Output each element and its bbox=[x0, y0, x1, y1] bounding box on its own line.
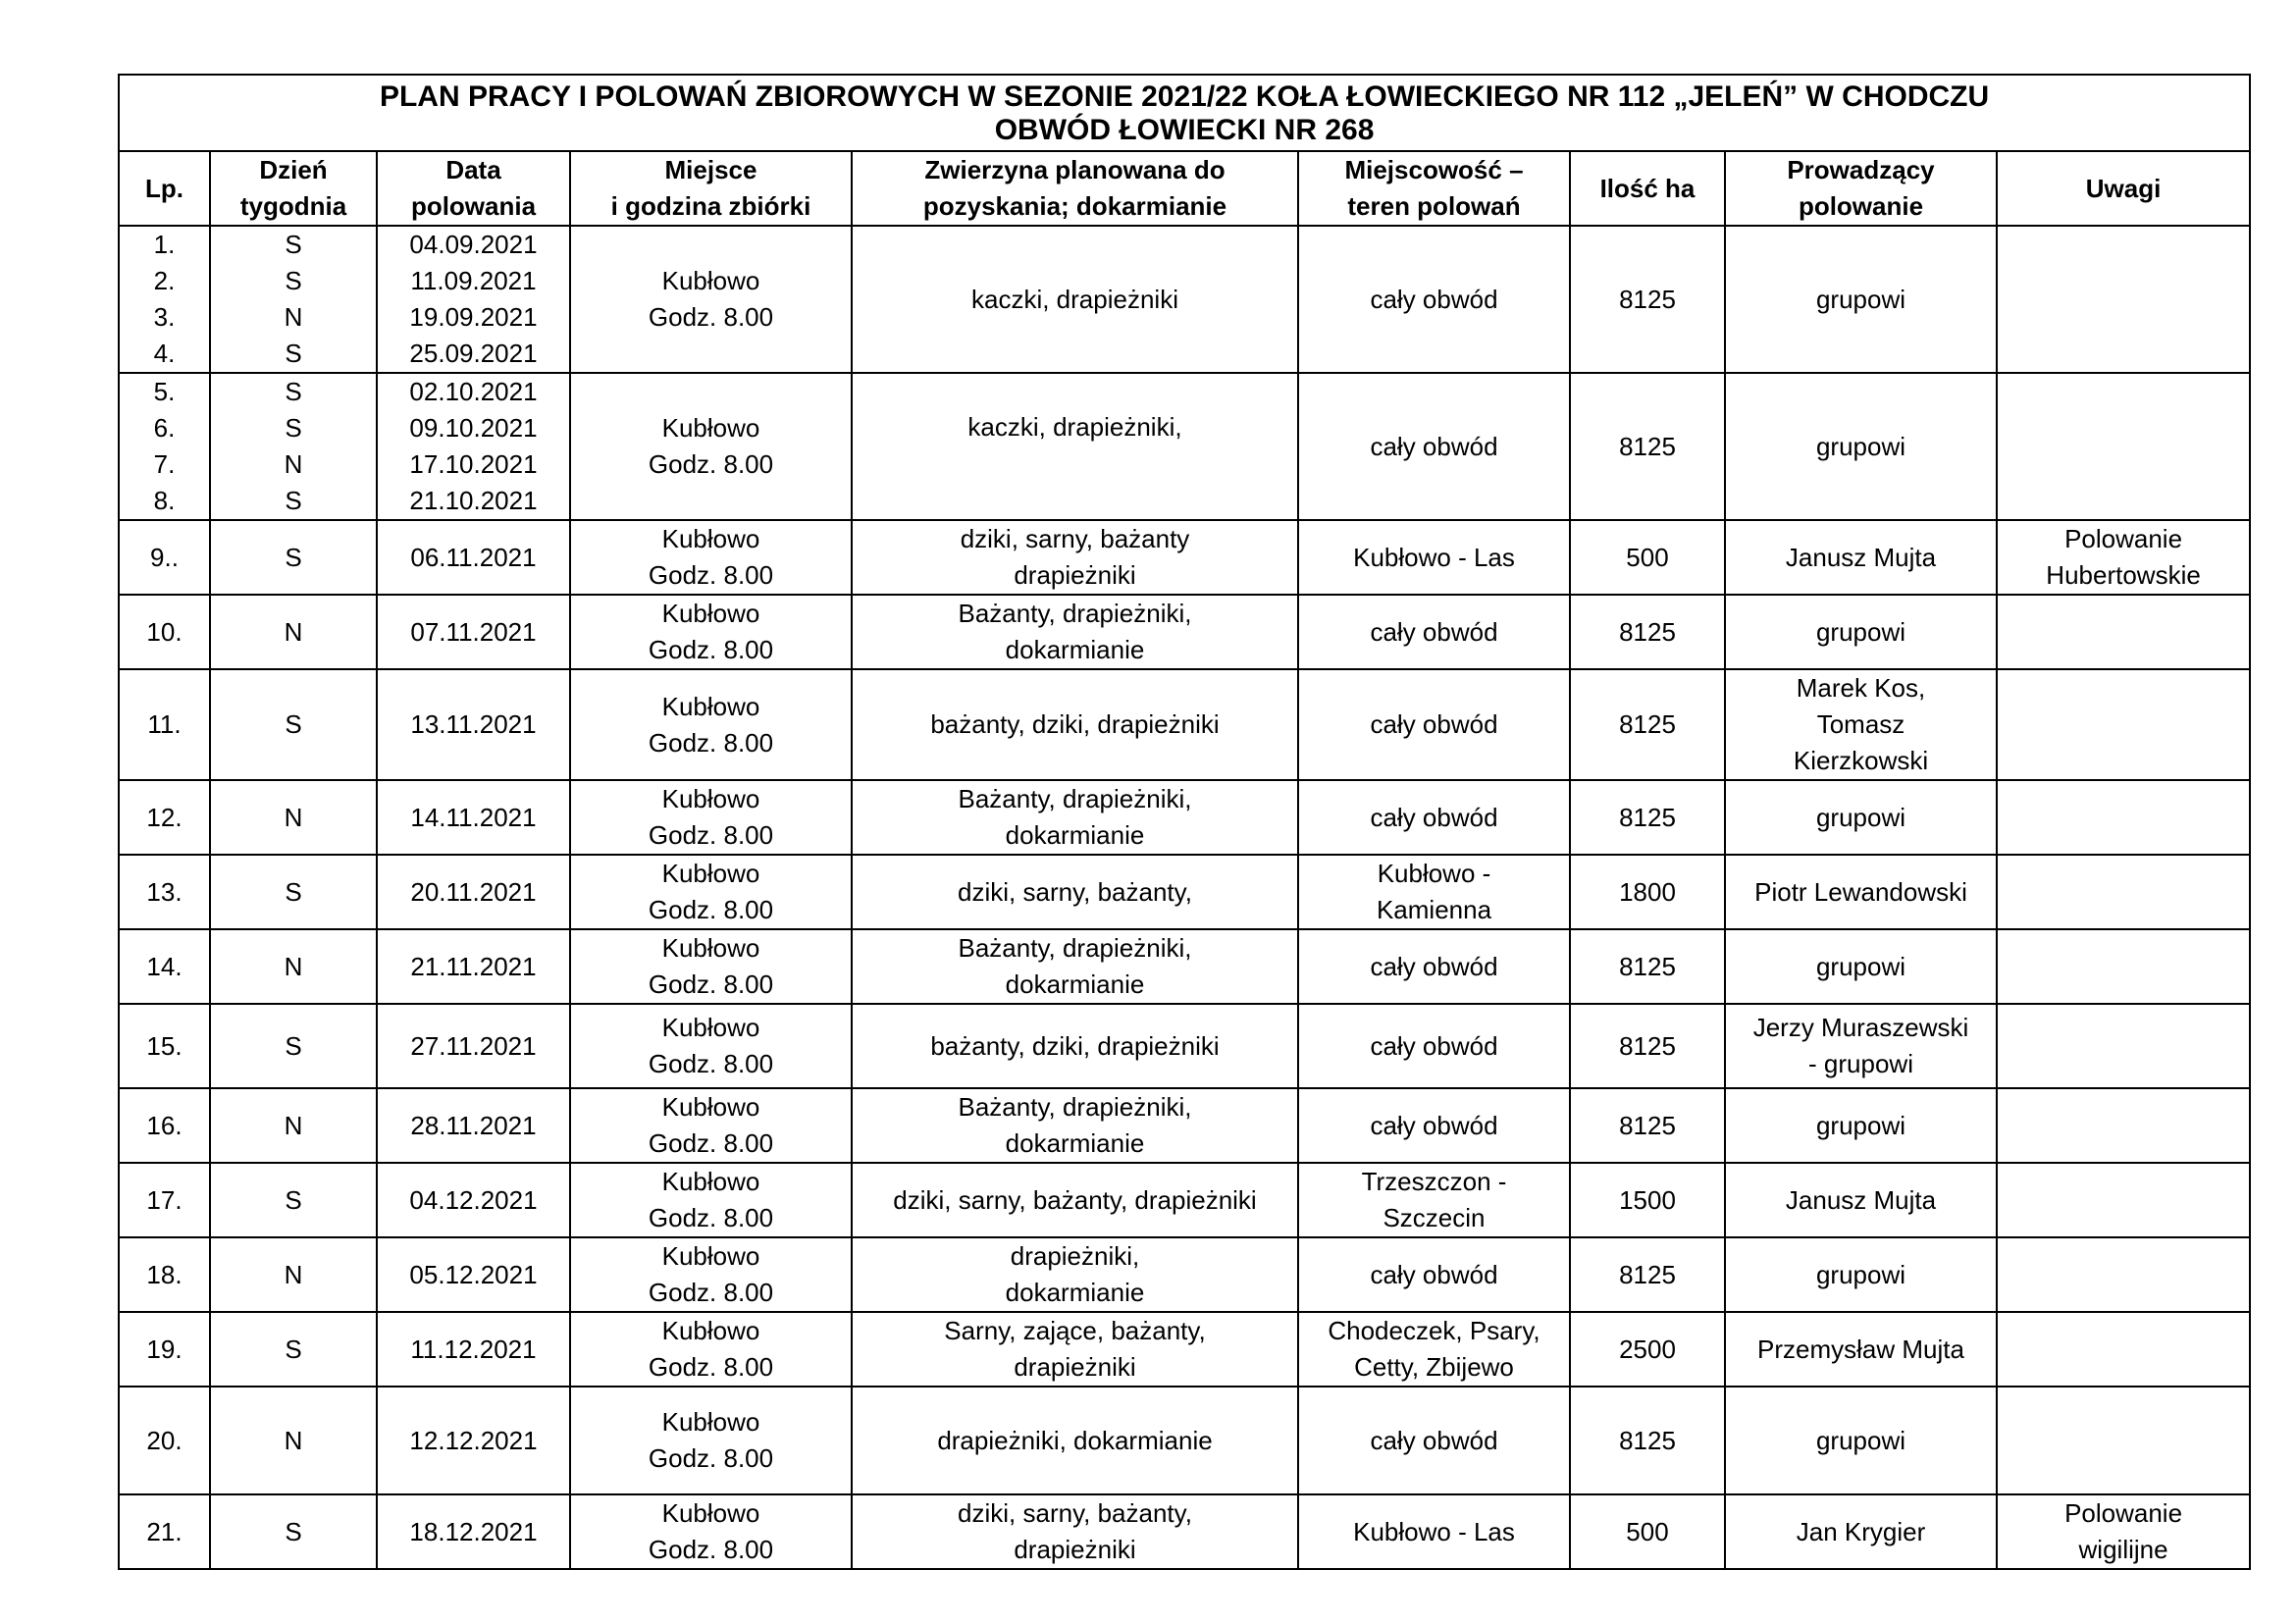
title-line-2: OBWÓD ŁOWIECKI NR 268 bbox=[994, 114, 1375, 146]
lp-cell: 20. bbox=[119, 1387, 210, 1494]
meeting-cell: Kubłowo Godz. 8.00 bbox=[570, 1494, 852, 1569]
leader-cell: grupowi bbox=[1725, 780, 1997, 855]
date-cell: 28.11.2021 bbox=[377, 1088, 570, 1163]
day-cell: S bbox=[210, 855, 377, 929]
hectares-cell: 8125 bbox=[1570, 1088, 1725, 1163]
notes-cell bbox=[1997, 1387, 2250, 1494]
game-cell: bażanty, dziki, drapieżniki bbox=[852, 1004, 1298, 1088]
lp-cell: 16. bbox=[119, 1088, 210, 1163]
lp-value: 5. bbox=[153, 377, 176, 406]
day-value: S bbox=[285, 486, 302, 515]
area-cell: cały obwód bbox=[1298, 1237, 1570, 1312]
leader-cell: grupowi bbox=[1725, 1387, 1997, 1494]
lp-cell: 11. bbox=[119, 669, 210, 780]
date-cell: 11.12.2021 bbox=[377, 1312, 570, 1387]
lp-value: 6. bbox=[153, 413, 176, 443]
leader-cell: Jerzy Muraszewski - grupowi bbox=[1725, 1004, 1997, 1088]
day-cell: S bbox=[210, 669, 377, 780]
notes-cell bbox=[1997, 780, 2250, 855]
lp-cell: 15. bbox=[119, 1004, 210, 1088]
hectares-cell: 2500 bbox=[1570, 1312, 1725, 1387]
table-row bbox=[119, 669, 2250, 780]
table-row bbox=[119, 780, 2250, 855]
notes-cell bbox=[1997, 595, 2250, 669]
day-cell: S bbox=[210, 1494, 377, 1569]
hectares-cell: 8125 bbox=[1570, 669, 1725, 780]
meeting-cell: Kubłowo Godz. 8.00 bbox=[570, 1088, 852, 1163]
notes-cell bbox=[1997, 929, 2250, 1004]
day-cell: N bbox=[210, 780, 377, 855]
game-cell: dziki, sarny, bażanty drapieżniki bbox=[852, 520, 1298, 595]
game-cell: drapieżniki, dokarmianie bbox=[852, 1387, 1298, 1494]
lp-cell: 9.. bbox=[119, 520, 210, 595]
notes-cell bbox=[1997, 373, 2250, 520]
date-cell bbox=[377, 373, 570, 520]
notes-cell bbox=[1997, 1163, 2250, 1237]
game-cell: dziki, sarny, bażanty, drapieżniki bbox=[852, 1494, 1298, 1569]
hectares-cell: 8125 bbox=[1570, 373, 1725, 520]
notes-cell: Polowanie wigilijne bbox=[1997, 1494, 2250, 1569]
meeting-cell: Kubłowo Godz. 8.00 bbox=[570, 1387, 852, 1494]
area-cell: cały obwód bbox=[1298, 595, 1570, 669]
table-row bbox=[119, 520, 2250, 595]
area-cell: cały obwód bbox=[1298, 1004, 1570, 1088]
header-notes: Uwagi bbox=[1997, 151, 2250, 226]
leader-cell: grupowi bbox=[1725, 1237, 1997, 1312]
game-cell: Bażanty, drapieżniki, dokarmianie bbox=[852, 780, 1298, 855]
day-cell: N bbox=[210, 1387, 377, 1494]
table-row bbox=[119, 1387, 2250, 1494]
area-cell: Trzeszczon - Szczecin bbox=[1298, 1163, 1570, 1237]
lp-value: 7. bbox=[153, 449, 176, 479]
lp-cell: 12. bbox=[119, 780, 210, 855]
meeting-cell: Kubłowo Godz. 8.00 bbox=[570, 595, 852, 669]
notes-cell bbox=[1997, 226, 2250, 373]
leader-cell: grupowi bbox=[1725, 226, 1997, 373]
game-cell: Bażanty, drapieżniki, dokarmianie bbox=[852, 929, 1298, 1004]
meeting-cell: Kubłowo Godz. 8.00 bbox=[570, 373, 852, 520]
game-cell: kaczki, drapieżniki bbox=[852, 226, 1298, 373]
day-cell: S bbox=[210, 1312, 377, 1387]
notes-cell: Polowanie Hubertowskie bbox=[1997, 520, 2250, 595]
day-value: S bbox=[285, 377, 302, 406]
table-row bbox=[119, 855, 2250, 929]
hectares-cell: 8125 bbox=[1570, 929, 1725, 1004]
meeting-cell: Kubłowo Godz. 8.00 bbox=[570, 1004, 852, 1088]
meeting-cell: Kubłowo Godz. 8.00 bbox=[570, 1237, 852, 1312]
notes-cell bbox=[1997, 669, 2250, 780]
table-row-group-1 bbox=[119, 226, 2250, 373]
area-cell: cały obwód bbox=[1298, 373, 1570, 520]
hectares-cell: 8125 bbox=[1570, 1237, 1725, 1312]
leader-cell: Przemysław Mujta bbox=[1725, 1312, 1997, 1387]
leader-cell: Marek Kos, Tomasz Kierzkowski bbox=[1725, 669, 1997, 780]
hunting-plan-table bbox=[118, 74, 2251, 1570]
hectares-cell: 8125 bbox=[1570, 780, 1725, 855]
leader-cell: grupowi bbox=[1725, 1088, 1997, 1163]
day-value: S bbox=[285, 266, 302, 295]
date-value: 25.09.2021 bbox=[409, 339, 538, 368]
leader-cell: grupowi bbox=[1725, 595, 1997, 669]
header-date: Data polowania bbox=[377, 151, 570, 226]
game-cell: Sarny, zające, bażanty, drapieżniki bbox=[852, 1312, 1298, 1387]
day-cell bbox=[210, 373, 377, 520]
date-value: 21.10.2021 bbox=[409, 486, 538, 515]
date-value: 02.10.2021 bbox=[409, 377, 538, 406]
table-row bbox=[119, 1163, 2250, 1237]
meeting-cell: Kubłowo Godz. 8.00 bbox=[570, 780, 852, 855]
meeting-cell: Kubłowo Godz. 8.00 bbox=[570, 520, 852, 595]
area-cell: cały obwód bbox=[1298, 1088, 1570, 1163]
lp-cell: 10. bbox=[119, 595, 210, 669]
date-cell: 14.11.2021 bbox=[377, 780, 570, 855]
date-value: 04.09.2021 bbox=[409, 230, 538, 259]
game-cell: Bażanty, drapieżniki, dokarmianie bbox=[852, 1088, 1298, 1163]
notes-cell bbox=[1997, 1088, 2250, 1163]
header-lp: Lp. bbox=[119, 151, 210, 226]
lp-value: 8. bbox=[153, 486, 176, 515]
day-cell: S bbox=[210, 1004, 377, 1088]
lp-cell: 21. bbox=[119, 1494, 210, 1569]
table-row bbox=[119, 1494, 2250, 1569]
game-cell: kaczki, drapieżniki, bbox=[852, 373, 1298, 520]
lp-cell: 13. bbox=[119, 855, 210, 929]
hectares-cell: 500 bbox=[1570, 520, 1725, 595]
table-row bbox=[119, 1237, 2250, 1312]
game-cell: drapieżniki, dokarmianie bbox=[852, 1237, 1298, 1312]
notes-cell bbox=[1997, 1237, 2250, 1312]
meeting-cell: Kubłowo Godz. 8.00 bbox=[570, 1163, 852, 1237]
header-game: Zwierzyna planowana do pozyskania; dokarmianie bbox=[852, 151, 1298, 226]
meeting-cell: Kubłowo Godz. 8.00 bbox=[570, 929, 852, 1004]
date-value: 17.10.2021 bbox=[409, 449, 538, 479]
lp-value: 3. bbox=[153, 302, 176, 332]
day-value: N bbox=[284, 302, 303, 332]
hectares-cell: 8125 bbox=[1570, 1387, 1725, 1494]
notes-cell bbox=[1997, 1004, 2250, 1088]
date-cell: 05.12.2021 bbox=[377, 1237, 570, 1312]
hectares-cell: 8125 bbox=[1570, 1004, 1725, 1088]
table-row bbox=[119, 595, 2250, 669]
table-title bbox=[119, 75, 2250, 151]
day-value: S bbox=[285, 230, 302, 259]
day-cell: N bbox=[210, 1088, 377, 1163]
date-cell: 20.11.2021 bbox=[377, 855, 570, 929]
hectares-cell: 1800 bbox=[1570, 855, 1725, 929]
date-cell: 13.11.2021 bbox=[377, 669, 570, 780]
leader-cell: grupowi bbox=[1725, 373, 1997, 520]
day-value: S bbox=[285, 413, 302, 443]
game-cell: bażanty, dziki, drapieżniki bbox=[852, 669, 1298, 780]
lp-cell: 19. bbox=[119, 1312, 210, 1387]
date-cell: 07.11.2021 bbox=[377, 595, 570, 669]
date-value: 11.09.2021 bbox=[410, 266, 537, 295]
day-cell: N bbox=[210, 1237, 377, 1312]
lp-value: 2. bbox=[153, 266, 176, 295]
lp-value: 1. bbox=[153, 230, 176, 259]
date-cell: 04.12.2021 bbox=[377, 1163, 570, 1237]
header-meeting-place: Miejsce i godzina zbiórki bbox=[570, 151, 852, 226]
table-row bbox=[119, 929, 2250, 1004]
header-day: Dzień tygodnia bbox=[210, 151, 377, 226]
area-cell: Chodeczek, Psary, Cetty, Zbijewo bbox=[1298, 1312, 1570, 1387]
date-cell: 12.12.2021 bbox=[377, 1387, 570, 1494]
header-hectares: Ilość ha bbox=[1570, 151, 1725, 226]
area-cell: Kubłowo - Las bbox=[1298, 1494, 1570, 1569]
leader-cell: Jan Krygier bbox=[1725, 1494, 1997, 1569]
hectares-cell: 1500 bbox=[1570, 1163, 1725, 1237]
lp-cell: 14. bbox=[119, 929, 210, 1004]
date-cell: 21.11.2021 bbox=[377, 929, 570, 1004]
date-value: 09.10.2021 bbox=[409, 413, 538, 443]
area-cell: cały obwód bbox=[1298, 669, 1570, 780]
area-cell: cały obwód bbox=[1298, 226, 1570, 373]
day-cell: N bbox=[210, 595, 377, 669]
area-cell: cały obwód bbox=[1298, 780, 1570, 855]
day-cell bbox=[210, 226, 377, 373]
hectares-cell: 8125 bbox=[1570, 595, 1725, 669]
game-cell: dziki, sarny, bażanty, drapieżniki bbox=[852, 1163, 1298, 1237]
day-value: N bbox=[284, 449, 303, 479]
meeting-cell: Kubłowo Godz. 8.00 bbox=[570, 1312, 852, 1387]
lp-cell bbox=[119, 226, 210, 373]
area-cell: Kubłowo - Kamienna bbox=[1298, 855, 1570, 929]
day-cell: N bbox=[210, 929, 377, 1004]
meeting-cell: Kubłowo Godz. 8.00 bbox=[570, 855, 852, 929]
leader-cell: Janusz Mujta bbox=[1725, 520, 1997, 595]
day-value: S bbox=[285, 339, 302, 368]
day-cell: S bbox=[210, 520, 377, 595]
lp-value: 4. bbox=[153, 339, 176, 368]
leader-cell: Piotr Lewandowski bbox=[1725, 855, 1997, 929]
game-cell: dziki, sarny, bażanty, bbox=[852, 855, 1298, 929]
date-cell: 06.11.2021 bbox=[377, 520, 570, 595]
leader-cell: Janusz Mujta bbox=[1725, 1163, 1997, 1237]
hectares-cell: 500 bbox=[1570, 1494, 1725, 1569]
notes-cell bbox=[1997, 1312, 2250, 1387]
lp-cell: 17. bbox=[119, 1163, 210, 1237]
meeting-cell: Kubłowo Godz. 8.00 bbox=[570, 226, 852, 373]
area-cell: cały obwód bbox=[1298, 1387, 1570, 1494]
header-leader: Prowadzący polowanie bbox=[1725, 151, 1997, 226]
header-row bbox=[119, 151, 2250, 226]
area-cell: Kubłowo - Las bbox=[1298, 520, 1570, 595]
notes-cell bbox=[1997, 855, 2250, 929]
lp-cell bbox=[119, 373, 210, 520]
lp-cell: 18. bbox=[119, 1237, 210, 1312]
title-line-1: PLAN PRACY I POLOWAŃ ZBIOROWYCH W SEZONIE 2021/22 KOŁA ŁOWIECKIEGO NR 112 „JELEŃ” W CHODCZU bbox=[379, 80, 1990, 113]
table-row-group-2 bbox=[119, 373, 2250, 520]
game-cell: Bażanty, drapieżniki, dokarmianie bbox=[852, 595, 1298, 669]
hectares-cell: 8125 bbox=[1570, 226, 1725, 373]
area-cell: cały obwód bbox=[1298, 929, 1570, 1004]
day-cell: S bbox=[210, 1163, 377, 1237]
meeting-cell: Kubłowo Godz. 8.00 bbox=[570, 669, 852, 780]
header-area: Miejscowość – teren polowań bbox=[1298, 151, 1570, 226]
date-cell: 27.11.2021 bbox=[377, 1004, 570, 1088]
table-row bbox=[119, 1004, 2250, 1088]
date-cell: 18.12.2021 bbox=[377, 1494, 570, 1569]
date-value: 19.09.2021 bbox=[409, 302, 538, 332]
date-cell bbox=[377, 226, 570, 373]
table-row bbox=[119, 1312, 2250, 1387]
table-row bbox=[119, 1088, 2250, 1163]
leader-cell: grupowi bbox=[1725, 929, 1997, 1004]
